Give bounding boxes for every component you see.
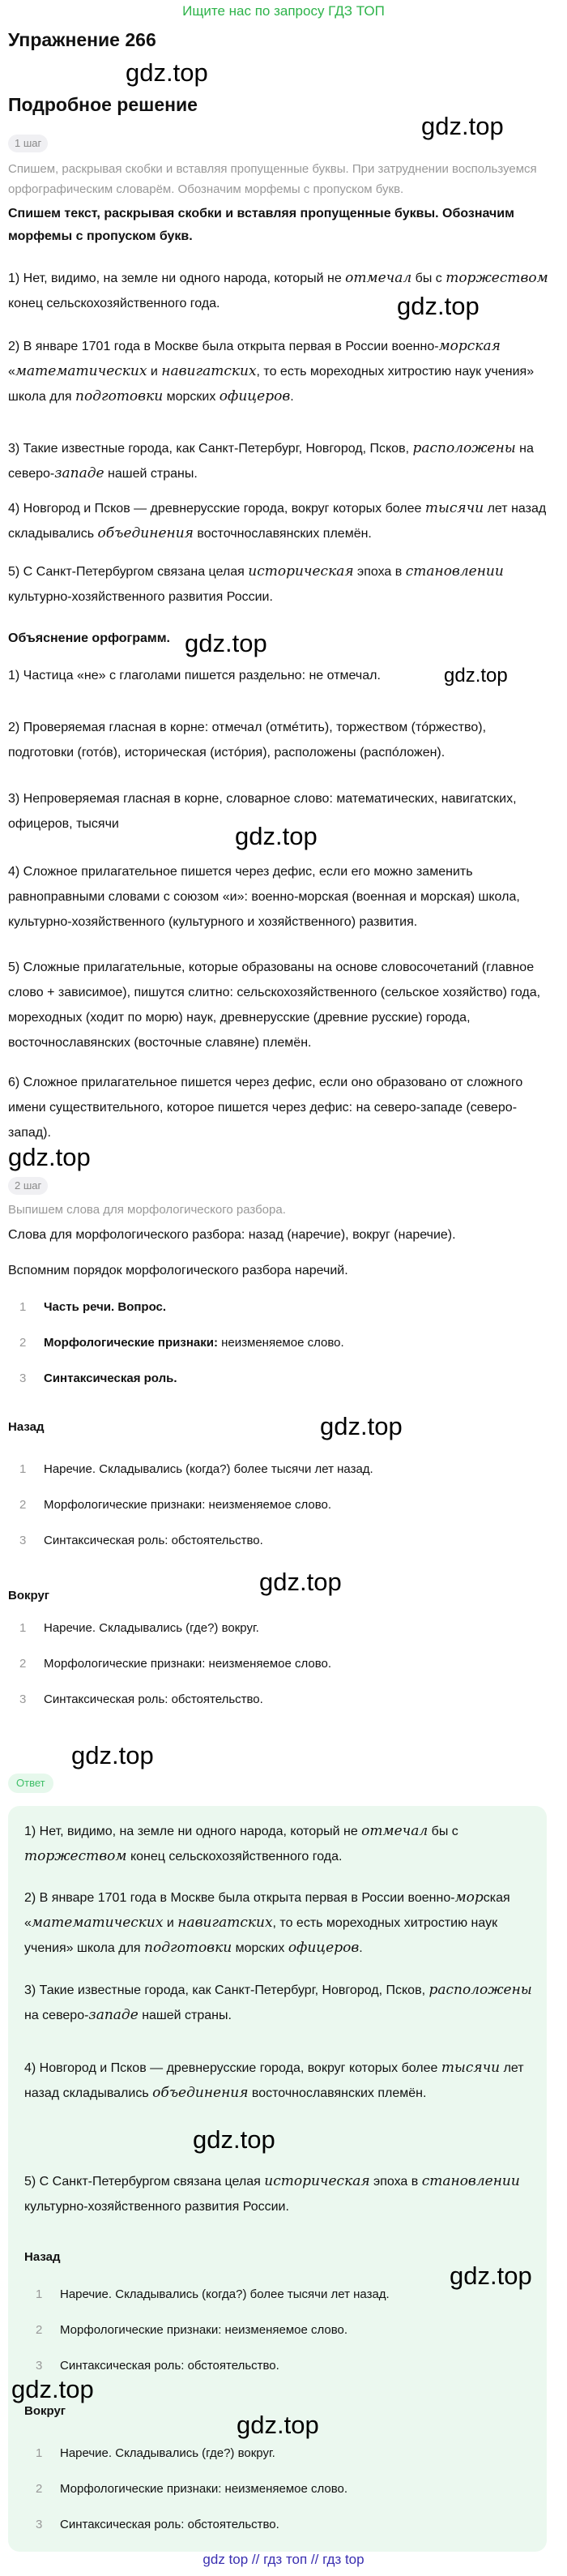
- nazad-heading: Назад: [8, 1420, 45, 1434]
- answer-nazad-item: 3 Синтаксическая роль: обстоятельство.: [36, 2359, 279, 2373]
- watermark: gdz.top: [320, 1412, 403, 1440]
- step-intro: Выпишем слова для морфологического разбора.: [8, 1203, 286, 1217]
- nazad-item: 1 Наречие. Складывались (когда?) более тысячи лет назад.: [19, 1462, 373, 1476]
- watermark: gdz.top: [421, 112, 504, 140]
- step-badge: 2 шаг: [8, 1177, 48, 1195]
- watermark: gdz.top: [397, 292, 480, 320]
- words-for-analysis: Слова для морфологического разбора: назад (наречие), вокруг (наречие).: [8, 1228, 456, 1242]
- sentence-4: 4) Новгород и Псков — древнерусские города, вокруг которых более тысячи лет назад складывались объединения восточнославянских племён.: [8, 500, 547, 541]
- watermark: gdz.top: [11, 2375, 94, 2403]
- answer-vokrug-heading: Вокруг: [24, 2404, 66, 2418]
- answer-nazad-item: 1 Наречие. Складывались (когда?) более тысячи лет назад.: [36, 2287, 390, 2301]
- answer-nazad-item: 2 Морфологические признаки: неизменяемое слово.: [36, 2323, 348, 2337]
- watermark: gdz.top: [126, 58, 208, 87]
- watermark: gdz.top: [235, 822, 318, 850]
- plan-item: 1 Часть речи. Вопрос.: [19, 1300, 167, 1314]
- orthogram-2: 2) Проверяемая гласная в корне: отмечал (отмéтить), торжеством (тóржество), подготовки (готóв), историческая (истóрия), расположены (распóложен).: [8, 721, 487, 760]
- step-badge: 1 шаг: [8, 135, 48, 152]
- watermark: gdz.top: [237, 2411, 319, 2439]
- answer-badge: Ответ: [8, 1774, 53, 1793]
- answer-sentence-2: 2) В январе 1701 года в Москве была открыта первая в России военно-морская «математических и навигатских, то есть мореходных хитростию наук учения» школа для подготовки морских офицеров.: [24, 1889, 510, 1956]
- orthogram-heading: Объяснение орфограмм.: [8, 631, 170, 645]
- answer-nazad-heading: Назад: [24, 2250, 61, 2264]
- orthogram-3: 3) Непроверяемая гласная в корне, словарное слово: математических, навигатских, офицеров, тысячи: [8, 792, 517, 831]
- plan-item: 3 Синтаксическая роль.: [19, 1371, 177, 1385]
- answer-vokrug-item: 3 Синтаксическая роль: обстоятельство.: [36, 2518, 279, 2531]
- watermark: gdz.top: [185, 629, 267, 657]
- watermark: gdz.top: [450, 2261, 532, 2290]
- footer-links[interactable]: gdz top // гдз топ // гдз top: [202, 2552, 364, 2567]
- task-text: Спишем текст, раскрывая скобки и вставляя пропущенные буквы. Обозначим морфемы с пропуском букв.: [8, 207, 514, 243]
- solution-heading: Подробное решение: [8, 94, 198, 115]
- nazad-item: 3 Синтаксическая роль: обстоятельство.: [19, 1534, 263, 1547]
- vokrug-item: 2 Морфологические признаки: неизменяемое слово.: [19, 1657, 332, 1671]
- watermark: gdz.top: [444, 665, 508, 687]
- answer-vokrug-item: 1 Наречие. Складывались (где?) вокруг.: [36, 2446, 275, 2460]
- orthogram-5: 5) Сложные прилагательные, которые образованы на основе словосочетаний (главное слово + зависимое), пишутся слитно: сельскохозяйственного (сельское хозяйство) года, мореходных (ходит по морю) наук, древнерусские (древние русские) города, восточнославянских (восточные славяне) племён.: [8, 961, 541, 1050]
- sentence-1: 1) Нет, видимо, на земле ни одного народа, который не отмечал бы с торжеством конец сельскохозяйственного года.: [8, 270, 548, 310]
- vokrug-item: 1 Наречие. Складывались (где?) вокруг.: [19, 1621, 259, 1635]
- watermark: gdz.top: [259, 1568, 342, 1596]
- orthogram-1: 1) Частица «не» с глаголами пишется раздельно: не отмечал.: [8, 669, 381, 683]
- watermark: gdz.top: [193, 2125, 275, 2154]
- answer-sentence-3: 3) Такие известные города, как Санкт-Петербург, Новгород, Псков, расположены на северо-западе нашей страны.: [24, 1982, 532, 2023]
- answer-sentence-1: 1) Нет, видимо, на земле ни одного народа, который не отмечал бы с торжеством конец сельскохозяйственного года.: [24, 1823, 458, 1864]
- sentence-5: 5) С Санкт-Петербургом связана целая историческая эпоха в становлении культурно-хозяйственного развития России.: [8, 563, 504, 604]
- sentence-3: 3) Такие известные города, как Санкт-Петербург, Новгород, Псков, расположены на северо-западе нашей страны.: [8, 440, 534, 481]
- analysis-order-text: Вспомним порядок морфологического разбора наречий.: [8, 1264, 348, 1277]
- orthogram-4: 4) Сложное прилагательное пишется через дефис, если его можно заменить равноправными словами с союзом «и»: военно-морская (военная и морская) школа, культурно-хозяйственного (культурного и хозяйственного) развития.: [8, 865, 520, 929]
- nazad-item: 2 Морфологические признаки: неизменяемое слово.: [19, 1498, 332, 1512]
- answer-vokrug-item: 2 Морфологические признаки: неизменяемое слово.: [36, 2482, 348, 2496]
- vokrug-item: 3 Синтаксическая роль: обстоятельство.: [19, 1692, 263, 1706]
- top-banner[interactable]: Ищите нас по запросу ГДЗ ТОП: [182, 3, 385, 19]
- vokrug-heading: Вокруг: [8, 1589, 50, 1603]
- answer-sentence-4: 4) Новгород и Псков — древнерусские города, вокруг которых более тысячи лет назад складывались объединения восточнославянских племён.: [24, 2060, 524, 2101]
- answer-sentence-5: 5) С Санкт-Петербургом связана целая историческая эпоха в становлении культурно-хозяйственного развития России.: [24, 2173, 520, 2214]
- watermark: gdz.top: [71, 1741, 154, 1769]
- watermark: gdz.top: [8, 1143, 91, 1171]
- plan-item: 2 Морфологические признаки: неизменяемое слово.: [19, 1336, 344, 1350]
- sentence-2: 2) В январе 1701 года в Москве была открыта первая в России военно-морская «математических и навигатских, то есть мореходных хитростию наук учения» школа для подготовки морских офицеров.: [8, 338, 535, 404]
- step-intro: Спишем, раскрывая скобки и вставляя пропущенные буквы. При затруднении воспользуемся орфографическим словарём. Обозначим морфемы с пропуском букв.: [8, 162, 537, 196]
- orthogram-6: 6) Сложное прилагательное пишется через дефис, если оно образовано от сложного имени существительного, которое пишется через дефис: на северо-западе (северо-запад).: [8, 1076, 523, 1140]
- page-title: Упражнение 266: [8, 29, 156, 50]
